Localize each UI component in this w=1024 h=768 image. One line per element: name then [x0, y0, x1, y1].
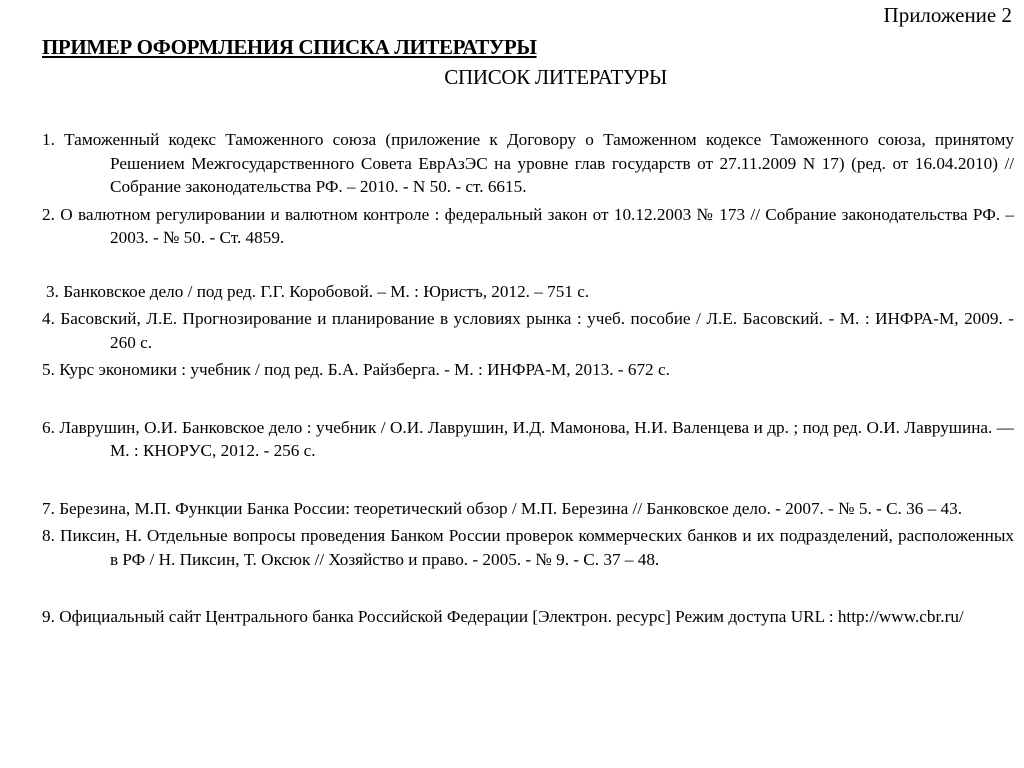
reference-item: 1. Таможенный кодекс Таможенного союза (приложение к Договору о Таможенном кодексе Таможенного союза, принятому Решением Межгосударственного Совета ЕврАзЭС на уровне глав государств от 27.11.2009 N 17) (ред. от 16.04.2010) // Собрание законодательства РФ. – 2010. - N 50. - ст. 6615.: [42, 130, 1014, 196]
list-title: СПИСОК ЛИТЕРАТУРЫ: [444, 65, 667, 89]
reference-item: 2. О валютном регулировании и валютном контроле : федеральный закон от 10.12.2003 № 173 // Собрание законодательства РФ. – 2003. - № 50. - Ст. 4859.: [42, 204, 1014, 247]
appendix-label: Приложение 2: [883, 3, 1012, 27]
reference-item: 4. Басовский, Л.Е. Прогнозирование и планирование в условиях рынка : учеб. пособие / Л.Е. Басовский. - М. : ИНФРА-М, 2009. - 260 с.: [42, 309, 1014, 352]
reference-item: 9. Официальный сайт Центрального банка Российской Федерации [Электрон. ресурс] Режим доступа URL : http://www.cbr.ru/: [42, 607, 964, 626]
reference-item: 5. Курс экономики : учебник / под ред. Б.А. Райзберга. - М. : ИНФРА-М, 2013. - 672 с.: [42, 360, 670, 379]
page-heading: ПРИМЕР ОФОРМЛЕНИЯ СПИСКА ЛИТЕРАТУРЫ: [42, 35, 537, 59]
reference-item: 6. Лаврушин, О.И. Банковское дело : учебник / О.И. Лаврушин, И.Д. Мамонова, Н.И. Валенцева и др. ; под ред. О.И. Лаврушина. — М. : КНОРУС, 2012. - 256 с.: [42, 417, 1014, 460]
reference-item: 8. Пиксин, Н. Отдельные вопросы проведения Банком России проверок коммерческих банков и их подразделений, расположенных в РФ / Н. Пиксин, Т. Оксюк // Хозяйство и право. - 2005. - № 9. - С. 37 – 48.: [42, 526, 1014, 569]
reference-item: 3. Банковское дело / под ред. Г.Г. Коробовой. – М. : Юристъ, 2012. – 751 с.: [46, 281, 590, 301]
reference-item: 7. Березина, М.П. Функции Банка России: теоретический обзор / М.П. Березина // Банковское дело. - 2007. - № 5. - С. 36 – 43.: [42, 498, 962, 518]
reference-list: [42, 128, 1014, 629]
